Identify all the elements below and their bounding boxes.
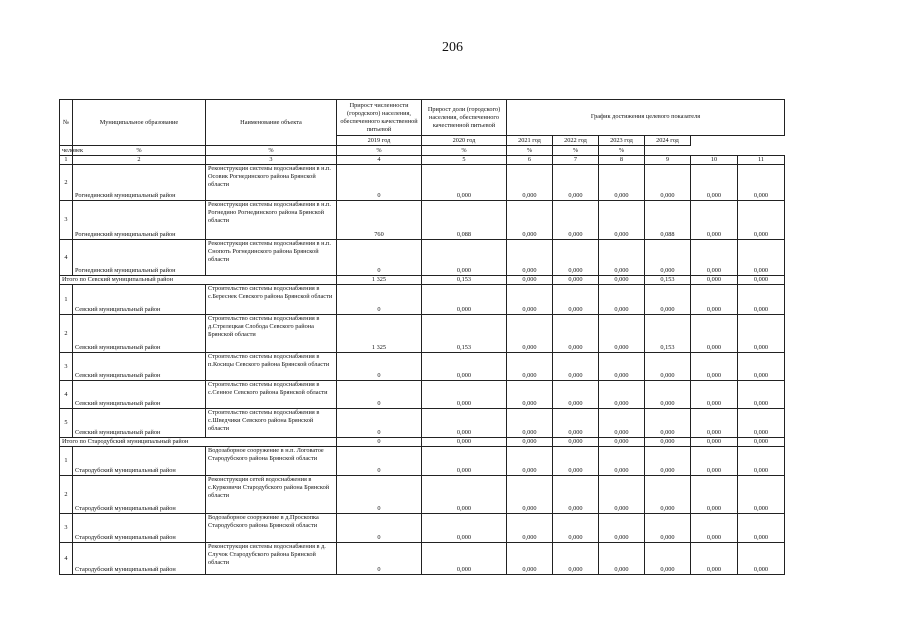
header-year-unit: %: [599, 146, 645, 156]
year-value-cell: 0,000: [691, 476, 738, 514]
year-value-cell: 0,000: [599, 285, 645, 315]
share-growth-cell: 0,000: [422, 285, 507, 315]
year-value-cell: 0,000: [691, 353, 738, 381]
header-year: 2019 год: [337, 136, 422, 146]
municipality-cell: Рогнединский муниципальный район: [73, 201, 206, 240]
table-row: [60, 353, 785, 381]
year-value-cell: 0,088: [645, 201, 691, 240]
share-growth-cell: 0,000: [422, 165, 507, 201]
year-value-cell: 0,000: [599, 447, 645, 476]
year-value-cell: 0,000: [691, 315, 738, 353]
year-value-cell: 0,000: [599, 315, 645, 353]
year-value-cell: 0,000: [553, 409, 599, 438]
year-value-cell: 0,000: [645, 476, 691, 514]
table-row: [60, 201, 785, 240]
total-year-value: 0,000: [691, 438, 738, 447]
year-value-cell: 0,000: [645, 543, 691, 575]
table-row: [60, 476, 785, 514]
year-value-cell: 0,000: [507, 353, 553, 381]
header-year-unit: %: [337, 146, 422, 156]
year-value-cell: 0,000: [738, 201, 785, 240]
year-value-cell: 0,000: [738, 543, 785, 575]
column-number: 9: [645, 156, 691, 165]
year-value-cell: 0,000: [738, 240, 785, 276]
total-year-value: 0,000: [738, 438, 785, 447]
year-value-cell: 0,000: [691, 240, 738, 276]
table-row: [60, 447, 785, 476]
total-label: Итого по Стародубский муниципальный район: [60, 438, 337, 447]
header-unit-percent: %: [73, 146, 206, 156]
year-value-cell: 0,000: [691, 285, 738, 315]
row-number: 1: [60, 447, 73, 476]
total-year-value: 0,000: [738, 276, 785, 285]
column-number: 11: [738, 156, 785, 165]
year-value-cell: 0,000: [507, 447, 553, 476]
year-value-cell: 0,000: [507, 285, 553, 315]
municipality-cell: Севский муниципальный район: [73, 353, 206, 381]
year-value-cell: 0,000: [599, 165, 645, 201]
total-year-value: 0,153: [645, 276, 691, 285]
share-growth-cell: 0,088: [422, 201, 507, 240]
municipality-cell: Севский муниципальный район: [73, 381, 206, 409]
table-row: [60, 165, 785, 201]
row-number: 5: [60, 409, 73, 438]
total-year-value: 0,000: [553, 438, 599, 447]
total-year-value: 0,000: [507, 438, 553, 447]
year-value-cell: 0,000: [738, 447, 785, 476]
row-number: 3: [60, 353, 73, 381]
total-people: 0: [337, 438, 422, 447]
year-value-cell: 0,000: [507, 315, 553, 353]
people-growth-cell: 0: [337, 165, 422, 201]
object-name-cell: Строительство системы водоснабжения в д.Стрелецкая Слобода Севского района Брянской области: [206, 315, 337, 353]
row-number: 2: [60, 315, 73, 353]
row-number: 1: [60, 285, 73, 315]
column-number: 5: [422, 156, 507, 165]
header-year-unit: %: [206, 146, 337, 156]
column-number: 3: [206, 156, 337, 165]
row-number: 2: [60, 165, 73, 201]
year-value-cell: 0,000: [738, 353, 785, 381]
object-name-cell: Реконструкция системы водоснабжения в н.п. Осовик Рогнединского района Брянской области: [206, 165, 337, 201]
year-value-cell: 0,000: [599, 353, 645, 381]
object-name-cell: Водозаборное сооружение в н.п. Логоватое Стародубского района Брянской области: [206, 447, 337, 476]
people-growth-cell: 1 325: [337, 315, 422, 353]
year-value-cell: 0,000: [599, 381, 645, 409]
year-value-cell: 0,000: [553, 476, 599, 514]
header-year: 2024 год: [645, 136, 691, 146]
share-growth-cell: 0,000: [422, 240, 507, 276]
year-value-cell: 0,000: [645, 447, 691, 476]
table-row: [60, 409, 785, 438]
header-year: 2022 год: [553, 136, 599, 146]
municipality-cell: Стародубский муниципальный район: [73, 514, 206, 543]
row-number: 2: [60, 476, 73, 514]
header-year-unit: %: [422, 146, 507, 156]
total-year-value: 0,000: [599, 276, 645, 285]
total-year-value: 0,000: [553, 276, 599, 285]
header-schedule: [507, 100, 785, 136]
year-value-cell: 0,000: [507, 514, 553, 543]
year-value-cell: 0,000: [599, 201, 645, 240]
table-row: [60, 240, 785, 276]
object-name-cell: Реконструкция системы водоснабжения в н.п. Рогнедино Рогнединского района Брянской области: [206, 201, 337, 240]
year-value-cell: 0,000: [599, 476, 645, 514]
municipality-cell: Рогнединский муниципальный район: [73, 165, 206, 201]
target-indicator-table: [59, 99, 785, 575]
year-value-cell: 0,000: [507, 476, 553, 514]
share-growth-cell: 0,000: [422, 409, 507, 438]
year-value-cell: 0,000: [507, 409, 553, 438]
table-row: [60, 315, 785, 353]
header-growth-population: Прирост численности (городского) населения, обеспеченного качественной питьевой: [337, 100, 422, 136]
header-unit-people: человек: [60, 146, 73, 156]
people-growth-cell: 0: [337, 543, 422, 575]
object-name-cell: Реконструкция системы водоснабжения в д. Случок Стародубского района Брянской области: [206, 543, 337, 575]
year-value-cell: 0,000: [553, 165, 599, 201]
year-value-cell: 0,000: [738, 165, 785, 201]
total-label: Итого по Севский муниципальный район: [60, 276, 337, 285]
people-growth-cell: 0: [337, 476, 422, 514]
municipality-cell: Севский муниципальный район: [73, 409, 206, 438]
year-value-cell: 0,000: [691, 543, 738, 575]
people-growth-cell: 0: [337, 381, 422, 409]
header-schedule-title: График достижения целевого показателя: [590, 112, 701, 120]
share-growth-cell: 0,153: [422, 315, 507, 353]
header-year: 2021 год: [507, 136, 553, 146]
object-name-cell: Строительство системы водоснабжения в п.Косицы Севского района Брянской области: [206, 353, 337, 381]
share-growth-cell: 0,000: [422, 447, 507, 476]
year-value-cell: 0,000: [691, 409, 738, 438]
year-value-cell: 0,000: [738, 514, 785, 543]
header-year: 2020 год: [422, 136, 507, 146]
total-share: 0,153: [422, 276, 507, 285]
total-year-value: 0,000: [507, 276, 553, 285]
year-value-cell: 0,000: [599, 514, 645, 543]
year-value-cell: 0,000: [553, 514, 599, 543]
municipality-cell: Рогнединский муниципальный район: [73, 240, 206, 276]
year-value-cell: 0,000: [738, 381, 785, 409]
header-growth-share: Прирост доли (городского) населения, обеспеченного качественной питьевой: [422, 100, 507, 136]
year-value-cell: 0,000: [507, 543, 553, 575]
total-share: 0,000: [422, 438, 507, 447]
year-value-cell: 0,000: [599, 409, 645, 438]
year-value-cell: 0,000: [645, 381, 691, 409]
year-value-cell: 0,000: [507, 201, 553, 240]
year-value-cell: 0,000: [553, 201, 599, 240]
object-name-cell: Строительство системы водоснабжения в с.Береснек Севского района Брянской области: [206, 285, 337, 315]
row-number: 4: [60, 543, 73, 575]
share-growth-cell: 0,000: [422, 543, 507, 575]
year-value-cell: 0,000: [553, 353, 599, 381]
column-number: 4: [337, 156, 422, 165]
year-value-cell: 0,000: [738, 409, 785, 438]
page-number: 206: [442, 40, 463, 55]
municipality-cell: Севский муниципальный район: [73, 315, 206, 353]
object-name-cell: Реконструкция системы водоснабжения в н.п. Снопоть Рогнединского района Брянской области: [206, 240, 337, 276]
people-growth-cell: 0: [337, 353, 422, 381]
table-row: [60, 543, 785, 575]
object-name-cell: Строительство системы водоснабжения в с.Шведчики Севского района Брянской области: [206, 409, 337, 438]
municipality-cell: Севский муниципальный район: [73, 285, 206, 315]
share-growth-cell: 0,000: [422, 353, 507, 381]
year-value-cell: 0,000: [553, 285, 599, 315]
people-growth-cell: 760: [337, 201, 422, 240]
object-name-cell: Строительство системы водоснабжения в с.Сенное Севского района Брянской области: [206, 381, 337, 409]
total-year-value: 0,000: [599, 438, 645, 447]
row-number: 3: [60, 201, 73, 240]
people-growth-cell: 0: [337, 285, 422, 315]
year-value-cell: 0,000: [738, 285, 785, 315]
column-number: 10: [691, 156, 738, 165]
year-value-cell: 0,000: [599, 543, 645, 575]
year-value-cell: 0,000: [645, 409, 691, 438]
municipality-cell: Стародубский муниципальный район: [73, 543, 206, 575]
column-number: 8: [599, 156, 645, 165]
year-value-cell: 0,000: [553, 447, 599, 476]
share-growth-cell: 0,000: [422, 381, 507, 409]
year-value-cell: 0,000: [738, 476, 785, 514]
people-growth-cell: 0: [337, 409, 422, 438]
year-value-cell: 0,000: [553, 315, 599, 353]
header-year: 2023 год: [599, 136, 645, 146]
people-growth-cell: 0: [337, 514, 422, 543]
share-growth-cell: 0,000: [422, 476, 507, 514]
object-name-cell: Водозаборное сооружение в д.Проскопка Стародубского района Брянской области: [206, 514, 337, 543]
column-number: 2: [73, 156, 206, 165]
year-value-cell: 0,000: [738, 315, 785, 353]
year-value-cell: 0,000: [645, 514, 691, 543]
header-municipality: Муниципальное образование: [73, 100, 206, 146]
year-value-cell: 0,000: [645, 285, 691, 315]
year-value-cell: 0,000: [507, 381, 553, 409]
row-number: 3: [60, 514, 73, 543]
year-value-cell: 0,000: [645, 353, 691, 381]
header-year-unit: %: [507, 146, 553, 156]
header-year-unit: %: [553, 146, 599, 156]
table-row: [60, 381, 785, 409]
people-growth-cell: 0: [337, 240, 422, 276]
share-growth-cell: 0,000: [422, 514, 507, 543]
year-value-cell: 0,000: [691, 165, 738, 201]
year-value-cell: 0,000: [507, 165, 553, 201]
municipality-cell: Стародубский муниципальный район: [73, 476, 206, 514]
row-number: 4: [60, 240, 73, 276]
year-value-cell: 0,000: [691, 201, 738, 240]
year-value-cell: 0,000: [691, 447, 738, 476]
total-people: 1 325: [337, 276, 422, 285]
municipality-cell: Стародубский муниципальный район: [73, 447, 206, 476]
total-year-value: 0,000: [691, 276, 738, 285]
people-growth-cell: 0: [337, 447, 422, 476]
row-number: 4: [60, 381, 73, 409]
total-year-value: 0,000: [645, 438, 691, 447]
header-no: №: [60, 100, 73, 146]
year-value-cell: 0,000: [553, 543, 599, 575]
object-name-cell: Реконструкция сетей водоснабжения в с.Курковичи Стародубского района Брянской области: [206, 476, 337, 514]
column-number: 7: [553, 156, 599, 165]
total-row: [60, 438, 785, 447]
table-row: [60, 285, 785, 315]
year-value-cell: 0,000: [507, 240, 553, 276]
total-row: [60, 276, 785, 285]
year-value-cell: 0,000: [553, 240, 599, 276]
column-number: 1: [60, 156, 73, 165]
table-row: [60, 514, 785, 543]
year-value-cell: 0,000: [691, 514, 738, 543]
year-value-cell: 0,000: [553, 381, 599, 409]
year-value-cell: 0,153: [645, 315, 691, 353]
year-value-cell: 0,000: [645, 165, 691, 201]
year-value-cell: 0,000: [599, 240, 645, 276]
year-value-cell: 0,000: [645, 240, 691, 276]
column-number: 6: [507, 156, 553, 165]
header-object: Наименование объекта: [206, 100, 337, 146]
year-value-cell: 0,000: [691, 381, 738, 409]
